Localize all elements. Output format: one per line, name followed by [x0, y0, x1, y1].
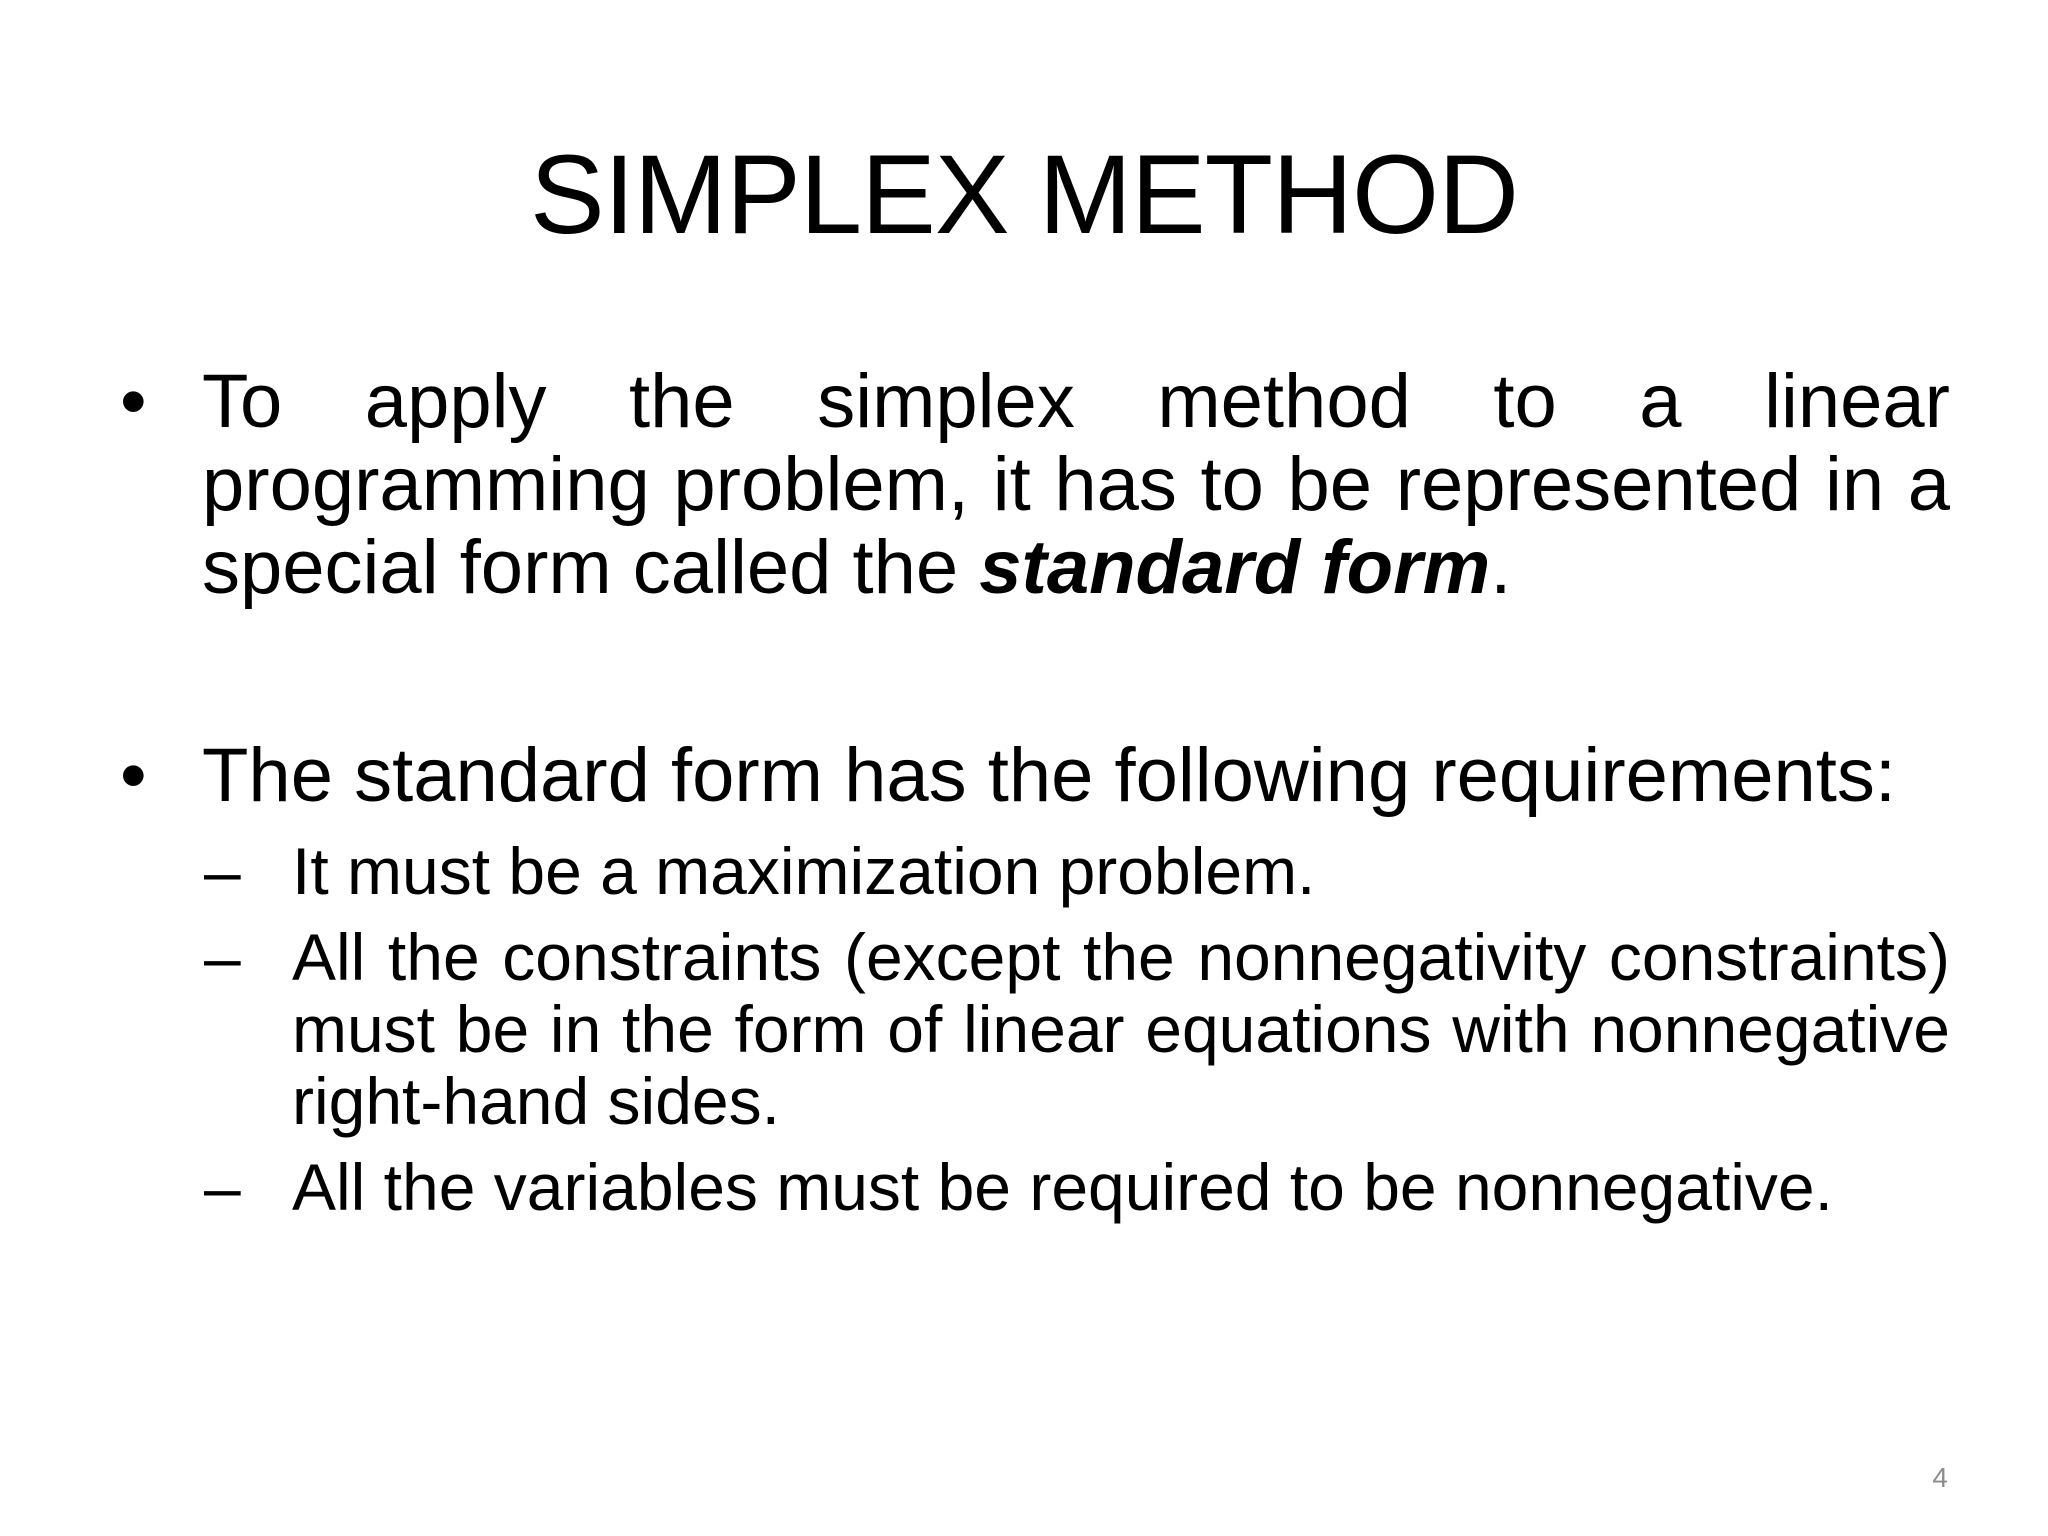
dash-marker: –	[204, 1150, 241, 1224]
bullet-marker: •	[120, 733, 147, 818]
requirements-list	[120, 835, 1950, 1223]
bullet-text: To apply the simplex method to a linear programming problem, it has to be represented in a special form called the	[202, 359, 1950, 610]
dash-marker: –	[204, 834, 241, 908]
bullet-marker: •	[120, 359, 147, 444]
sub-item-text: It must be a maximization problem.	[292, 834, 1316, 908]
sub-list-item	[202, 835, 1950, 907]
slide-body	[120, 360, 1950, 1237]
emphasized-term: standard form	[979, 525, 1491, 610]
dash-marker: –	[204, 920, 241, 994]
slide-title: SIMPLEX METHOD	[530, 132, 1518, 257]
bullet-item-standard-form	[120, 360, 1950, 609]
bullet-item-requirements	[120, 734, 1950, 817]
sub-list-item	[202, 921, 1950, 1137]
sub-item-text: All the constraints (except the nonnegativity constraints) must be in the form of linear equations with nonnegative right-hand sides.	[292, 920, 1950, 1138]
sub-item-text: All the variables must be required to be nonnegative.	[292, 1150, 1833, 1224]
bullet-text: The standard form has the following requirements:	[202, 733, 1896, 818]
sub-list-item	[202, 1151, 1950, 1223]
bullet-text-end: .	[1490, 525, 1512, 610]
page-number: 4	[1932, 1462, 1948, 1493]
